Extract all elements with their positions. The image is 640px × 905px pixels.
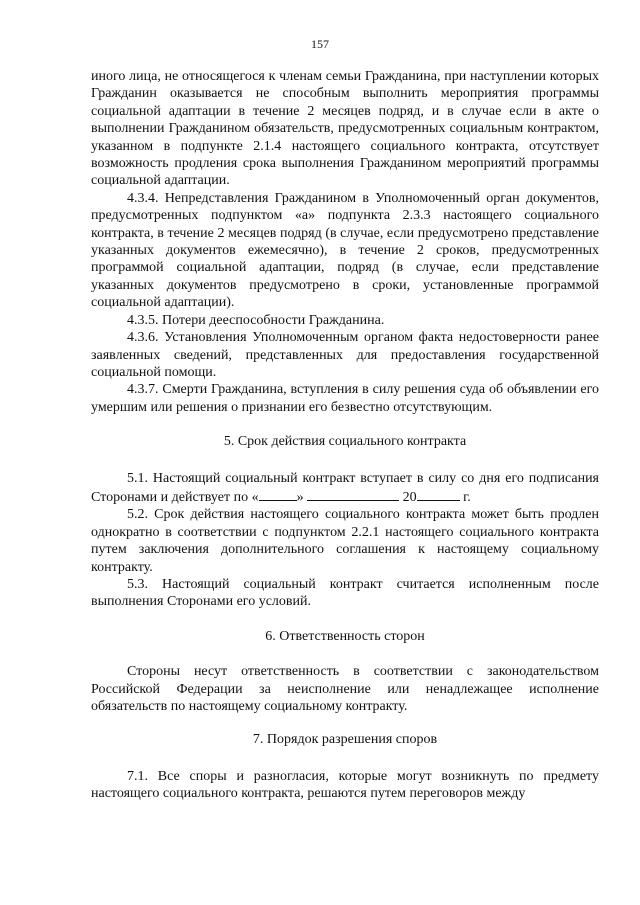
paragraph-5-2: 5.2. Срок действия настоящего социального контракта может быть продлен однократно в соответствии с подпунктом 2.2.1 настоящего социального контракта путем заключения дополнительного соглашения к настоящему социальному контракту. [91, 507, 599, 575]
page-number: 157 [311, 37, 329, 51]
section-5-heading: 5. Срок действия социального контракта [223, 434, 467, 450]
document-body [91, 68, 599, 803]
year-blank [417, 487, 460, 501]
paragraph-7-1: 7.1. Все споры и разногласия, которые могут возникнуть по предмету настоящего социального контракта, решаются путем переговоров между [91, 768, 599, 802]
paragraph-5-1 [91, 470, 599, 507]
section-7-heading: 7. Порядок разрешения споров [252, 732, 438, 748]
paragraph-4-3-4: 4.3.4. Непредставления Гражданином в Уполномоченный орган документов, предусмотренных подпунктом «а» подпункта 2.3.3 настоящего социального контракта, в течение 2 месяцев подряд (в случае, если предусмотрено представление указанных документов ежемесячно), в течение 2 сроков, предусмотренных программой социальной адаптации, подряд (в случае, если представление указанных документов предусмотрено в сроки, установленные программой социальной адаптации). [91, 190, 599, 311]
paragraph-4-3-5: 4.3.5. Потери дееспособности Гражданина. [127, 312, 385, 328]
section-6-heading: 6. Ответственность сторон [265, 628, 425, 644]
year-suffix: г. [463, 489, 471, 505]
paragraph-4-3-6: 4.3.6. Установления Уполномоченным органом факта недостоверности ранее заявленных сведений, представленных для предоставления государственной социальной помощи. [91, 330, 599, 380]
paragraph-5-1-text: 5.1. Настоящий социальный контракт вступает в силу со дня его подписания Сторонами и действует по « [91, 470, 599, 505]
paragraph-continuation: иного лица, не относящегося к членам семьи Гражданина, при наступлении которых Гражданин оказывается не способным выполнить мероприятия программы социальной адаптации в течение 2 месяцев подряд, и в случае если в акте о выполнении Гражданином обязательств, предусмотренных социальным контрактом, указанном в подпункте 2.1.4 настоящего социального контракта, отсутствует возможность продления срока выполнения Гражданином мероприятий программы социальной адаптации. [91, 69, 599, 189]
month-blank [307, 487, 399, 501]
day-blank [259, 487, 297, 501]
year-prefix: 20 [402, 489, 417, 505]
quote-close: » [296, 489, 304, 505]
paragraph-6: Стороны несут ответственность в соответствии с законодательством Российской Федерации за неисполнение или ненадлежащее исполнение обязательств по настоящему социальному контракту. [91, 664, 599, 714]
paragraph-4-3-7: 4.3.7. Смерти Гражданина, вступления в силу решения суда об объявлении его умершим или решения о признании его безвестно отсутствующим. [91, 382, 599, 415]
paragraph-5-3: 5.3. Настоящий социальный контракт считается исполненным после выполнения Сторонами его условий. [91, 576, 599, 610]
